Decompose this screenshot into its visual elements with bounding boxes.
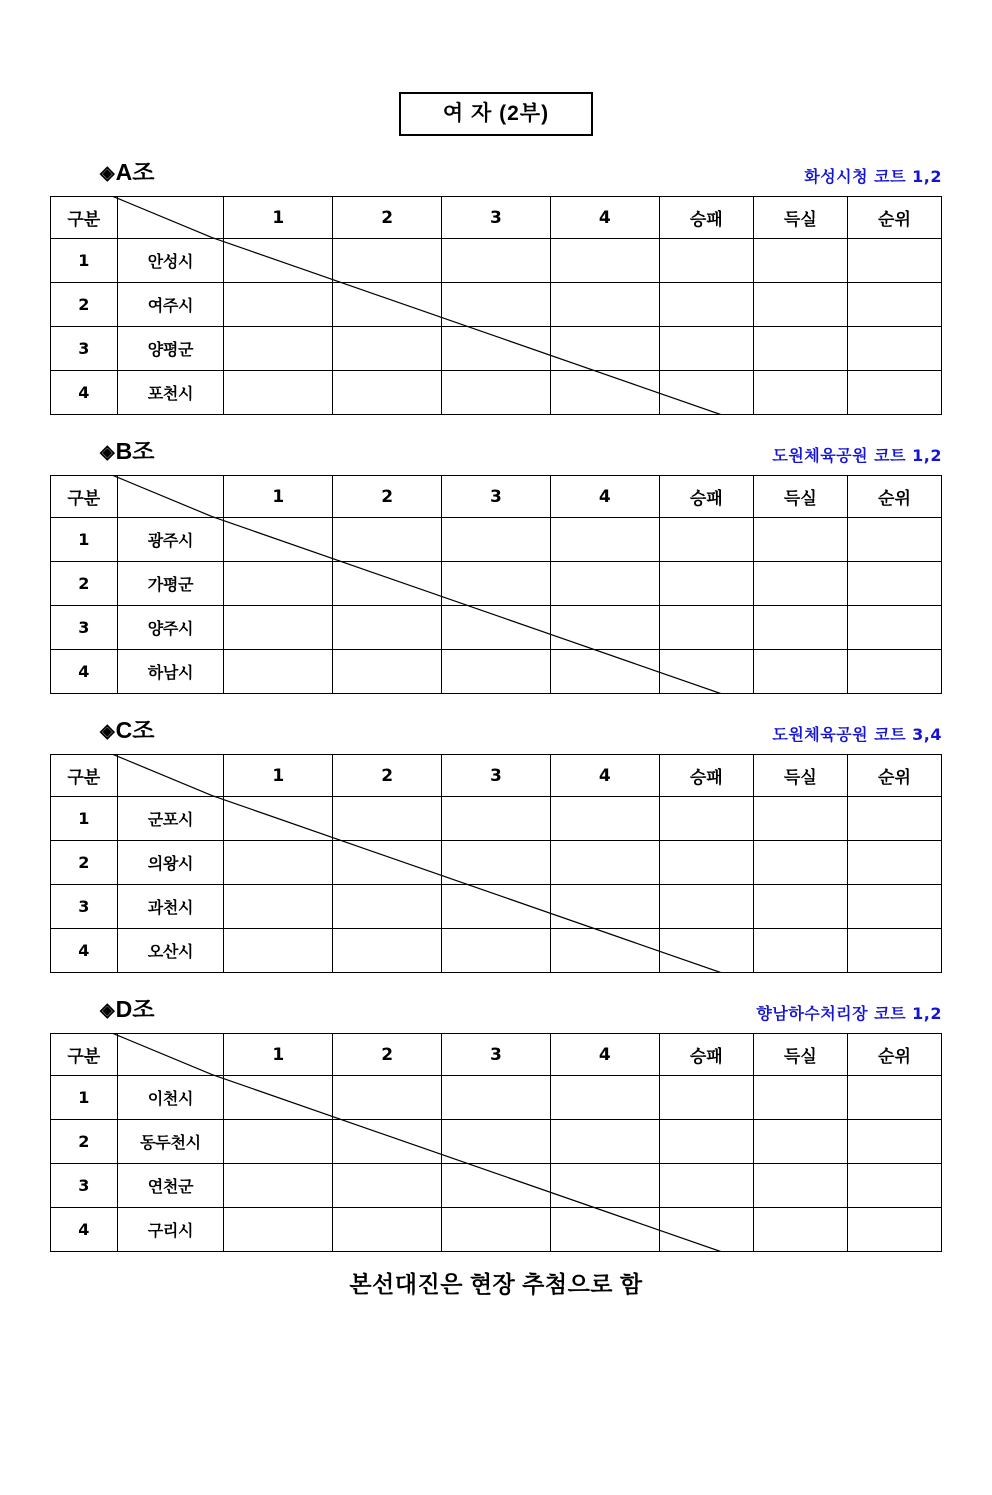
group-label-d xyxy=(100,997,154,1022)
rank-cell[interactable] xyxy=(847,841,941,885)
win-loss-cell[interactable] xyxy=(659,371,753,415)
score-cell[interactable] xyxy=(442,885,551,929)
group-table-c xyxy=(50,754,942,973)
rank-cell[interactable] xyxy=(847,1208,941,1252)
group-label-b xyxy=(100,439,154,464)
score-cell[interactable] xyxy=(224,797,333,841)
table-row xyxy=(51,562,942,606)
team-name: 구리시 xyxy=(117,1208,224,1252)
table-header-row xyxy=(51,476,942,518)
goal-diff-cell[interactable] xyxy=(753,1208,847,1252)
win-loss-cell[interactable] xyxy=(659,283,753,327)
group-header-b xyxy=(50,439,942,469)
score-cell[interactable] xyxy=(550,797,659,841)
table-header-row xyxy=(51,1034,942,1076)
header-match-3: 3 xyxy=(442,197,551,239)
score-cell[interactable] xyxy=(333,371,442,415)
group-header-a xyxy=(50,160,942,190)
score-cell[interactable] xyxy=(550,885,659,929)
header-match-4: 4 xyxy=(550,1034,659,1076)
table-row xyxy=(51,885,942,929)
score-cell[interactable] xyxy=(442,650,551,694)
tournament-bracket-page xyxy=(0,92,992,1495)
score-cell[interactable] xyxy=(550,562,659,606)
score-cell[interactable] xyxy=(333,1076,442,1120)
row-index: 2 xyxy=(51,562,118,606)
score-cell[interactable] xyxy=(333,650,442,694)
header-match-3: 3 xyxy=(442,476,551,518)
win-loss-cell[interactable] xyxy=(659,562,753,606)
score-cell[interactable] xyxy=(333,283,442,327)
score-cell[interactable] xyxy=(442,327,551,371)
header-match-2: 2 xyxy=(333,755,442,797)
score-cell[interactable] xyxy=(224,650,333,694)
win-loss-cell[interactable] xyxy=(659,327,753,371)
score-cell[interactable] xyxy=(224,841,333,885)
header-team xyxy=(117,1034,224,1076)
page-title: 여 자 (2부) xyxy=(399,92,593,136)
row-index: 1 xyxy=(51,1076,118,1120)
team-name: 가평군 xyxy=(117,562,224,606)
header-team xyxy=(117,476,224,518)
group-table-wrap-a xyxy=(50,196,942,415)
header-rank: 순위 xyxy=(847,197,941,239)
score-cell[interactable] xyxy=(442,562,551,606)
score-cell[interactable] xyxy=(224,562,333,606)
header-match-4: 4 xyxy=(550,197,659,239)
row-index: 4 xyxy=(51,650,118,694)
score-cell[interactable] xyxy=(442,797,551,841)
team-name: 양평군 xyxy=(117,327,224,371)
score-cell[interactable] xyxy=(333,1120,442,1164)
header-goal-diff: 득실 xyxy=(753,197,847,239)
score-cell[interactable] xyxy=(333,841,442,885)
score-cell[interactable] xyxy=(224,239,333,283)
row-index: 3 xyxy=(51,1164,118,1208)
row-index: 1 xyxy=(51,239,118,283)
goal-diff-cell[interactable] xyxy=(753,797,847,841)
goal-diff-cell[interactable] xyxy=(753,1164,847,1208)
score-cell[interactable] xyxy=(224,1208,333,1252)
score-cell[interactable] xyxy=(442,371,551,415)
win-loss-cell[interactable] xyxy=(659,929,753,973)
team-name: 포천시 xyxy=(117,371,224,415)
score-cell[interactable] xyxy=(224,327,333,371)
goal-diff-cell[interactable] xyxy=(753,885,847,929)
group-name-b: B조 xyxy=(115,438,155,464)
diamond-icon: ◈ xyxy=(100,442,115,463)
table-row xyxy=(51,239,942,283)
group-court-b: 도원체육공원 코트 1,2 xyxy=(772,446,942,465)
rank-cell[interactable] xyxy=(847,562,941,606)
score-cell[interactable] xyxy=(442,1120,551,1164)
score-cell[interactable] xyxy=(224,1076,333,1120)
score-cell[interactable] xyxy=(550,1076,659,1120)
group-name-d: D조 xyxy=(115,996,155,1022)
score-cell[interactable] xyxy=(224,1164,333,1208)
table-row xyxy=(51,929,942,973)
group-court-d: 향남하수처리장 코트 1,2 xyxy=(756,1004,942,1023)
header-goal-diff: 득실 xyxy=(753,755,847,797)
score-cell[interactable] xyxy=(442,1208,551,1252)
rank-cell[interactable] xyxy=(847,283,941,327)
win-loss-cell[interactable] xyxy=(659,885,753,929)
group-table-wrap-b xyxy=(50,475,942,694)
goal-diff-cell[interactable] xyxy=(753,518,847,562)
goal-diff-cell[interactable] xyxy=(753,650,847,694)
goal-diff-cell[interactable] xyxy=(753,562,847,606)
header-goal-diff: 득실 xyxy=(753,1034,847,1076)
group-table-a xyxy=(50,196,942,415)
header-rank: 순위 xyxy=(847,1034,941,1076)
rank-cell[interactable] xyxy=(847,1120,941,1164)
table-row xyxy=(51,518,942,562)
team-name: 군포시 xyxy=(117,797,224,841)
score-cell[interactable] xyxy=(224,885,333,929)
score-cell[interactable] xyxy=(550,239,659,283)
goal-diff-cell[interactable] xyxy=(753,1076,847,1120)
goal-diff-cell[interactable] xyxy=(753,327,847,371)
row-index: 2 xyxy=(51,841,118,885)
header-match-1: 1 xyxy=(224,1034,333,1076)
score-cell[interactable] xyxy=(550,929,659,973)
rank-cell[interactable] xyxy=(847,929,941,973)
win-loss-cell[interactable] xyxy=(659,606,753,650)
score-cell[interactable] xyxy=(333,518,442,562)
table-header-row xyxy=(51,755,942,797)
header-match-1: 1 xyxy=(224,755,333,797)
table-row xyxy=(51,1076,942,1120)
score-cell[interactable] xyxy=(550,327,659,371)
header-win-loss: 승패 xyxy=(659,1034,753,1076)
rank-cell[interactable] xyxy=(847,327,941,371)
score-cell[interactable] xyxy=(442,1076,551,1120)
rank-cell[interactable] xyxy=(847,650,941,694)
rank-cell[interactable] xyxy=(847,371,941,415)
score-cell[interactable] xyxy=(550,518,659,562)
header-team xyxy=(117,197,224,239)
team-name: 연천군 xyxy=(117,1164,224,1208)
win-loss-cell[interactable] xyxy=(659,650,753,694)
score-cell[interactable] xyxy=(333,562,442,606)
group-table-wrap-d xyxy=(50,1033,942,1252)
header-match-3: 3 xyxy=(442,1034,551,1076)
rank-cell[interactable] xyxy=(847,885,941,929)
group-name-a: A조 xyxy=(115,159,155,185)
score-cell[interactable] xyxy=(333,327,442,371)
table-row xyxy=(51,841,942,885)
goal-diff-cell[interactable] xyxy=(753,929,847,973)
rank-cell[interactable] xyxy=(847,518,941,562)
table-row xyxy=(51,797,942,841)
score-cell[interactable] xyxy=(333,606,442,650)
header-category: 구분 xyxy=(51,476,118,518)
group-header-c xyxy=(50,718,942,748)
table-row xyxy=(51,283,942,327)
score-cell[interactable] xyxy=(224,606,333,650)
group-court-a: 화성시청 코트 1,2 xyxy=(804,167,942,186)
row-index: 2 xyxy=(51,1120,118,1164)
goal-diff-cell[interactable] xyxy=(753,606,847,650)
team-name: 과천시 xyxy=(117,885,224,929)
team-name: 하남시 xyxy=(117,650,224,694)
page-title-container xyxy=(50,92,942,136)
header-rank: 순위 xyxy=(847,755,941,797)
score-cell[interactable] xyxy=(333,239,442,283)
score-cell[interactable] xyxy=(224,518,333,562)
win-loss-cell[interactable] xyxy=(659,797,753,841)
team-name: 의왕시 xyxy=(117,841,224,885)
row-index: 4 xyxy=(51,1208,118,1252)
score-cell[interactable] xyxy=(442,283,551,327)
diamond-icon: ◈ xyxy=(100,163,115,184)
team-name: 안성시 xyxy=(117,239,224,283)
header-match-4: 4 xyxy=(550,476,659,518)
header-category: 구분 xyxy=(51,197,118,239)
score-cell[interactable] xyxy=(442,1164,551,1208)
table-row xyxy=(51,371,942,415)
group-court-c: 도원체육공원 코트 3,4 xyxy=(772,725,942,744)
score-cell[interactable] xyxy=(550,283,659,327)
rank-cell[interactable] xyxy=(847,1076,941,1120)
score-cell[interactable] xyxy=(550,650,659,694)
win-loss-cell[interactable] xyxy=(659,1120,753,1164)
score-cell[interactable] xyxy=(333,797,442,841)
header-category: 구분 xyxy=(51,1034,118,1076)
table-header-row xyxy=(51,197,942,239)
table-row xyxy=(51,606,942,650)
table-row xyxy=(51,327,942,371)
row-index: 1 xyxy=(51,797,118,841)
win-loss-cell[interactable] xyxy=(659,239,753,283)
row-index: 4 xyxy=(51,929,118,973)
score-cell[interactable] xyxy=(224,1120,333,1164)
footer-note: 본선대진은 현장 추첨으로 함 xyxy=(349,1271,643,1297)
score-cell[interactable] xyxy=(550,1208,659,1252)
header-win-loss: 승패 xyxy=(659,755,753,797)
score-cell[interactable] xyxy=(333,1164,442,1208)
header-match-2: 2 xyxy=(333,476,442,518)
header-match-2: 2 xyxy=(333,197,442,239)
row-index: 1 xyxy=(51,518,118,562)
score-cell[interactable] xyxy=(442,841,551,885)
team-name: 동두천시 xyxy=(117,1120,224,1164)
team-name: 이천시 xyxy=(117,1076,224,1120)
group-table-b xyxy=(50,475,942,694)
win-loss-cell[interactable] xyxy=(659,1164,753,1208)
header-match-4: 4 xyxy=(550,755,659,797)
rank-cell[interactable] xyxy=(847,606,941,650)
score-cell[interactable] xyxy=(224,929,333,973)
group-table-d xyxy=(50,1033,942,1252)
score-cell[interactable] xyxy=(550,1164,659,1208)
score-cell[interactable] xyxy=(550,1120,659,1164)
group-label-a xyxy=(100,160,154,185)
score-cell[interactable] xyxy=(442,239,551,283)
rank-cell[interactable] xyxy=(847,239,941,283)
row-index: 2 xyxy=(51,283,118,327)
score-cell[interactable] xyxy=(550,371,659,415)
table-row xyxy=(51,650,942,694)
header-win-loss: 승패 xyxy=(659,476,753,518)
diamond-icon: ◈ xyxy=(100,721,115,742)
score-cell[interactable] xyxy=(333,885,442,929)
win-loss-cell[interactable] xyxy=(659,1076,753,1120)
row-index: 3 xyxy=(51,327,118,371)
team-name: 광주시 xyxy=(117,518,224,562)
team-name: 양주시 xyxy=(117,606,224,650)
header-match-1: 1 xyxy=(224,476,333,518)
row-index: 3 xyxy=(51,606,118,650)
team-name: 여주시 xyxy=(117,283,224,327)
header-match-2: 2 xyxy=(333,1034,442,1076)
row-index: 4 xyxy=(51,371,118,415)
rank-cell[interactable] xyxy=(847,1164,941,1208)
group-label-c xyxy=(100,718,154,743)
score-cell[interactable] xyxy=(442,518,551,562)
header-match-3: 3 xyxy=(442,755,551,797)
score-cell[interactable] xyxy=(442,929,551,973)
group-header-d xyxy=(50,997,942,1027)
score-cell[interactable] xyxy=(224,283,333,327)
rank-cell[interactable] xyxy=(847,797,941,841)
team-name: 오산시 xyxy=(117,929,224,973)
score-cell[interactable] xyxy=(442,606,551,650)
row-index: 3 xyxy=(51,885,118,929)
header-rank: 순위 xyxy=(847,476,941,518)
goal-diff-cell[interactable] xyxy=(753,841,847,885)
goal-diff-cell[interactable] xyxy=(753,283,847,327)
goal-diff-cell[interactable] xyxy=(753,371,847,415)
diamond-icon: ◈ xyxy=(100,1000,115,1021)
header-team xyxy=(117,755,224,797)
header-goal-diff: 득실 xyxy=(753,476,847,518)
group-table-wrap-c xyxy=(50,754,942,973)
score-cell[interactable] xyxy=(224,371,333,415)
table-row xyxy=(51,1164,942,1208)
win-loss-cell[interactable] xyxy=(659,518,753,562)
win-loss-cell[interactable] xyxy=(659,1208,753,1252)
score-cell[interactable] xyxy=(333,929,442,973)
group-name-c: C조 xyxy=(115,717,155,743)
score-cell[interactable] xyxy=(550,841,659,885)
header-win-loss: 승패 xyxy=(659,197,753,239)
table-row xyxy=(51,1208,942,1252)
score-cell[interactable] xyxy=(550,606,659,650)
goal-diff-cell[interactable] xyxy=(753,1120,847,1164)
score-cell[interactable] xyxy=(333,1208,442,1252)
goal-diff-cell[interactable] xyxy=(753,239,847,283)
table-row xyxy=(51,1120,942,1164)
header-match-1: 1 xyxy=(224,197,333,239)
header-category: 구분 xyxy=(51,755,118,797)
win-loss-cell[interactable] xyxy=(659,841,753,885)
